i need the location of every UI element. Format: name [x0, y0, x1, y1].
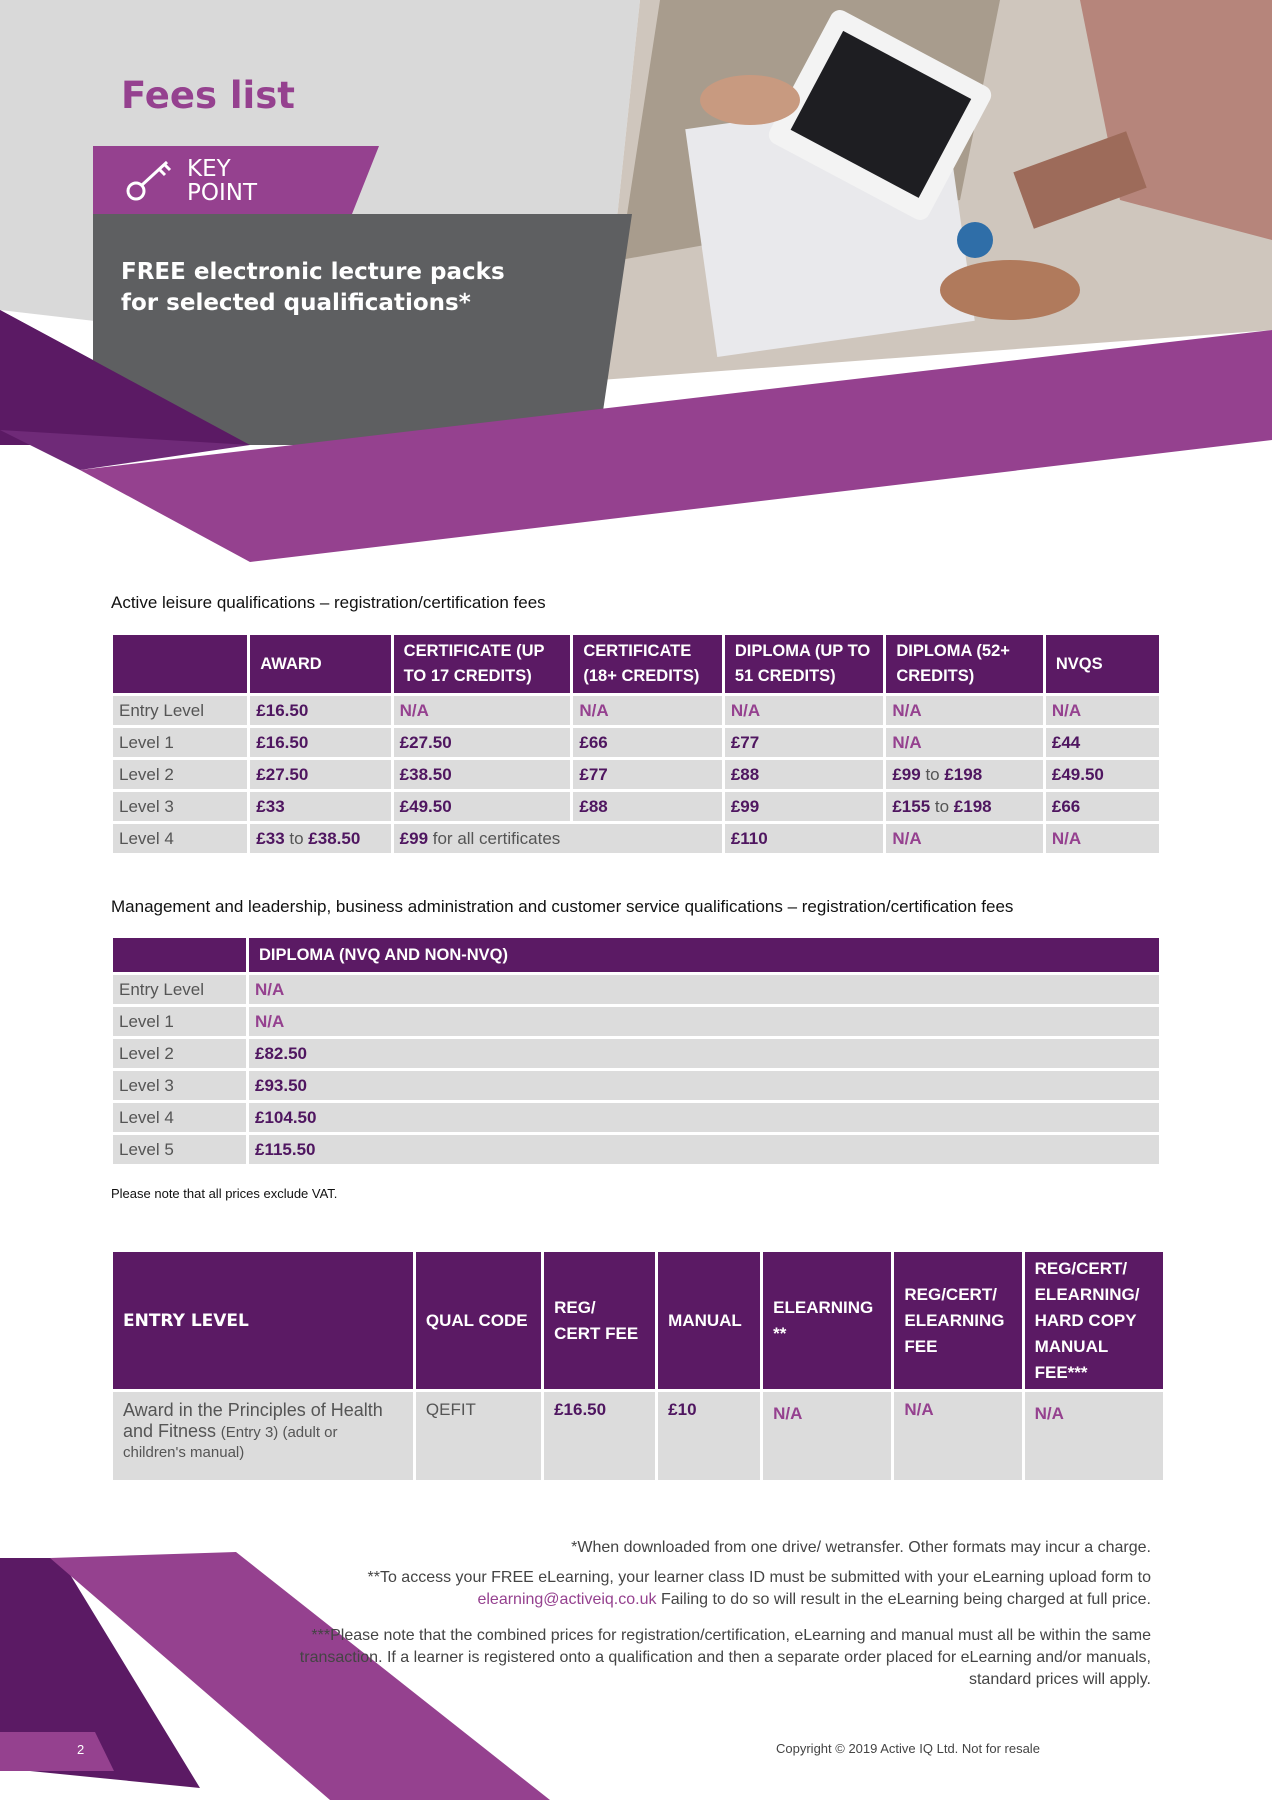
- footnote-2-text: **To access your FREE eLearning, your learner class ID must be submitted with your eLearning upload form to: [367, 1569, 1151, 1586]
- fee-cell-merged: £99 for all certificates: [394, 824, 722, 853]
- table-row: [113, 1039, 1159, 1068]
- table-row: [113, 1071, 1159, 1100]
- fee-cell: £82.50: [249, 1039, 1159, 1068]
- fee-cell: £49.50: [1046, 760, 1159, 789]
- fee-cell: N/A: [763, 1392, 891, 1480]
- fee-cell: £38.50: [394, 760, 571, 789]
- table-row: [113, 728, 1159, 757]
- header-cell: DIPLOMA (52+ CREDITS): [886, 635, 1043, 693]
- footnote-3: ***Please note that the combined prices for registration/certification, eLearning and manual must all be within the same transaction. If a learner is registered onto a qualification and then a separate order placed for eLearning and/or manuals, standard prices will apply.: [299, 1627, 1151, 1688]
- table-row: [113, 1103, 1159, 1132]
- fee-cell: N/A: [886, 696, 1043, 725]
- qual-code: QEFIT: [416, 1392, 541, 1480]
- key-point-message: [121, 257, 505, 319]
- fee-cell: N/A: [249, 1007, 1159, 1036]
- fee-cell: N/A: [394, 696, 571, 725]
- table-header-row: [113, 635, 1159, 693]
- table-row: [113, 824, 1159, 853]
- footnote-1: *When downloaded from one drive/ wetransfer. Other formats may incur a charge.: [571, 1539, 1151, 1556]
- row-label: Level 1: [113, 1007, 246, 1036]
- footnote-2-text-end: Failing to do so will result in the eLearning being charged at full price.: [660, 1591, 1151, 1608]
- header-cell: DIPLOMA (NVQ AND NON-NVQ): [249, 938, 1159, 972]
- fee-cell: N/A: [1046, 696, 1159, 725]
- banner-line1: FREE electronic lecture packs: [121, 259, 505, 285]
- table-header-row: [113, 1252, 1163, 1389]
- entry-level-fees-table: [110, 1249, 1166, 1483]
- elearning-email-link[interactable]: elearning@activeiq.co.uk: [477, 1591, 657, 1608]
- business-photo: [600, 0, 1272, 380]
- fee-cell: £16.50: [250, 696, 390, 725]
- footnotes: [271, 1537, 1151, 1699]
- fee-cell: £27.50: [394, 728, 571, 757]
- fee-cell: £77: [573, 760, 721, 789]
- table-row: [113, 1007, 1159, 1036]
- row-label: Entry Level: [113, 696, 247, 725]
- header-cell: AWARD: [250, 635, 390, 693]
- header-cell: [113, 635, 247, 693]
- header-cell: NVQS: [1046, 635, 1159, 693]
- fee-cell: £93.50: [249, 1071, 1159, 1100]
- row-label: Level 4: [113, 1103, 246, 1132]
- fee-cell: £88: [725, 760, 884, 789]
- header-cell: REG/CERT/ ELEARNING FEE: [894, 1252, 1021, 1389]
- fee-cell: N/A: [886, 824, 1043, 853]
- fee-cell: N/A: [1046, 824, 1159, 853]
- copyright: Copyright © 2019 Active IQ Ltd. Not for resale: [776, 1741, 1040, 1756]
- header-cell: REG/CERT/ ELEARNING/ HARD COPY MANUAL FEE***: [1025, 1252, 1163, 1389]
- active-leisure-fees-table: [110, 632, 1162, 856]
- qualification-name: [113, 1392, 413, 1480]
- fee-cell: £66: [1046, 792, 1159, 821]
- fee-cell: £104.50: [249, 1103, 1159, 1132]
- fee-cell: £99: [725, 792, 884, 821]
- entry-level-heading: ENTRY LEVEL: [113, 1252, 413, 1389]
- table-row: [113, 696, 1159, 725]
- header-cell: CERTIFICATE (UP TO 17 CREDITS): [394, 635, 571, 693]
- vat-note: Please note that all prices exclude VAT.: [111, 1186, 338, 1201]
- header-cell: CERTIFICATE (18+ CREDITS): [573, 635, 721, 693]
- fee-cell: £33 to £38.50: [250, 824, 390, 853]
- fee-cell: £155 to £198: [886, 792, 1043, 821]
- banner-line2: for selected qualifications*: [121, 290, 471, 316]
- row-label: Entry Level: [113, 975, 246, 1004]
- row-label: Level 3: [113, 1071, 246, 1100]
- fee-cell: N/A: [725, 696, 884, 725]
- key-point-label: [187, 157, 257, 205]
- table-row: [113, 792, 1159, 821]
- qualification-title: Award in the Principles of Health and Fitness: [123, 1400, 383, 1441]
- key-point-line1: KEY: [187, 156, 231, 182]
- fee-cell: £33: [250, 792, 390, 821]
- fee-cell: £99 to £198: [886, 760, 1043, 789]
- fee-cell: £115.50: [249, 1135, 1159, 1164]
- fee-cell: £66: [573, 728, 721, 757]
- table-row: [113, 1135, 1159, 1164]
- row-label: Level 1: [113, 728, 247, 757]
- row-label: Level 3: [113, 792, 247, 821]
- fee-cell: N/A: [573, 696, 721, 725]
- table-header-row: [113, 938, 1159, 972]
- fee-cell: £110: [725, 824, 884, 853]
- fee-cell: N/A: [249, 975, 1159, 1004]
- fee-cell: £10: [658, 1392, 760, 1480]
- section-title-active-leisure: Active leisure qualifications – registration/certification fees: [111, 593, 546, 612]
- key-point-line2: POINT: [187, 180, 258, 206]
- table-row: [113, 760, 1159, 789]
- footnote-2: [271, 1567, 1151, 1611]
- fee-cell: £88: [573, 792, 721, 821]
- table-row: [113, 1392, 1163, 1480]
- fee-cell: N/A: [1025, 1392, 1163, 1480]
- key-icon: [125, 157, 175, 203]
- row-label: Level 4: [113, 824, 247, 853]
- fee-cell: N/A: [894, 1392, 1021, 1480]
- fee-cell: £44: [1046, 728, 1159, 757]
- qualification-subtitle: (Entry 3) (adult or children's manual): [123, 1424, 338, 1461]
- header-cell: DIPLOMA (UP TO 51 CREDITS): [725, 635, 884, 693]
- header-cell: ELEARNING **: [763, 1252, 891, 1389]
- header-cell: QUAL CODE: [416, 1252, 541, 1389]
- header-cell: REG/ CERT FEE: [544, 1252, 655, 1389]
- page-title: Fees list: [121, 74, 295, 117]
- row-label: Level 2: [113, 1039, 246, 1068]
- fee-cell: £49.50: [394, 792, 571, 821]
- fee-cell: £16.50: [250, 728, 390, 757]
- table-row: [113, 975, 1159, 1004]
- header-cell: MANUAL: [658, 1252, 760, 1389]
- management-fees-table: [110, 935, 1162, 1167]
- page-number: 2: [77, 1742, 85, 1757]
- row-label: Level 5: [113, 1135, 246, 1164]
- fee-cell: £77: [725, 728, 884, 757]
- fee-cell: £27.50: [250, 760, 390, 789]
- row-label: Level 2: [113, 760, 247, 789]
- header-cell-empty: [113, 938, 246, 972]
- section-title-management: Management and leadership, business administration and customer service qualifications – registration/certification fees: [111, 897, 1014, 916]
- fee-cell: £16.50: [544, 1392, 655, 1480]
- fee-cell: N/A: [886, 728, 1043, 757]
